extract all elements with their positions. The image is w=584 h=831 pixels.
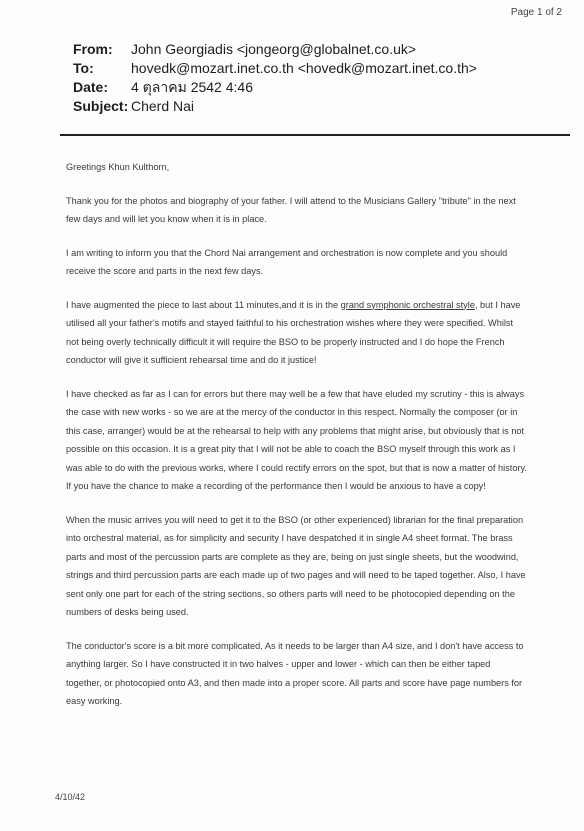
header-divider (60, 134, 570, 136)
from-row (73, 40, 563, 59)
date-row (73, 78, 563, 97)
subject-value: Cherd Nai (131, 98, 195, 114)
to-row (73, 59, 563, 78)
paragraph-3 (66, 296, 528, 370)
to-label: To: (73, 60, 94, 76)
paragraph-1: Thank you for the photos and biography of your father. I will attend to the Musicians Gallery "tribute" in the next few days and will let you know when it is in place. (66, 195, 516, 224)
subject-row (73, 97, 563, 116)
footer-date: 4/10/42 (55, 792, 86, 802)
email-body (66, 158, 528, 726)
greeting: Greetings Khun Kulthorn, (66, 162, 170, 172)
from-label: From: (73, 41, 113, 57)
from-value: John Georgiadis <jongeorg@globalnet.co.uk> (131, 41, 417, 57)
paragraph-6: The conductor's score is a bit more complicated. As it needs to be larger than A4 size, and I don't have access to anything larger. So I have constructed it in two halves - upper and lower - which can then be either taped together, or photocopied onto A3, and then made into a proper score. All parts and score have page numbers for easy working. (66, 640, 524, 706)
paragraph-4: I have checked as far as I can for errors but there may well be a few that have eluded my scrutiny - this is always the case with new works - so we are at the mercy of the conductor in this respect. Normally the composer (or in this case, arranger) would be at the rehearsal to help with any problems that might arise, but obviously that is not possible on this occasion. It is a great pity that I will not be able to coach the BSO myself through this work as I was able to do with the previous works, where I could rectify errors on the spot, but that is now a matter of history. If you have the chance to make a recording of the performance then I would be anxious to have a copy! (66, 388, 527, 491)
page-number: Page 1 of 2 (510, 7, 562, 18)
paragraph-3-underlined: grand symphonic orchestral style (340, 299, 475, 310)
paragraph-3-end: , but I have utilised all your father's motifs and stayed faithful to his orchestration wishes where they were specified. Whilst not being overly technically difficult it will require the BSO to be properly instructed and I do hope the French conductor will give it sufficient rehearsal time and do it justice! (66, 299, 521, 365)
paragraph-5: When the music arrives you will need to get it to the BSO (or other experienced) librarian for the final preparation into orchestral material, as for simplicity and security I have despatched it in single A4 sheet format. The brass parts and most of the percussion parts are complete as they are, being on just single sheets, but the woodwind, strings and third percussion parts are each made up of two pages and will need to be taped together. Also, I have sent only one part for each of the string sections, so others parts will need to be photocopied depending on the numbers of desks being used. (66, 514, 526, 617)
email-header (73, 40, 563, 116)
subject-label: Subject: (73, 98, 129, 114)
to-value: hovedk@mozart.inet.co.th <hovedk@mozart.inet.co.th> (131, 60, 477, 76)
date-value: 4 ตุลาคม 2542 4:46 (131, 79, 253, 95)
paragraph-3-start: I have augmented the piece to last about 11 minutes,and it is in the (66, 299, 341, 310)
paragraph-2: I am writing to inform you that the Chord Nai arrangement and orchestration is now complete and you should receive the score and parts in the next few days. (66, 247, 508, 276)
date-label: Date: (73, 79, 109, 95)
